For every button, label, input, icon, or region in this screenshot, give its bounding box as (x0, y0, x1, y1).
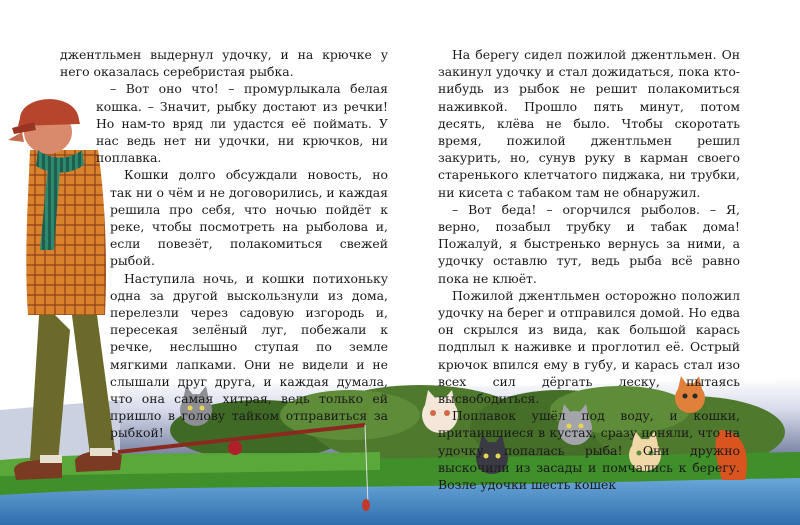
paragraph: – Вот беда! – огорчился рыболов. – Я, верно, позабыл трубку и табак дома! Пожалуй, я быстренько вернусь за ними, а удочку оставлю тут, ведь рыба всё равно пока не клюёт. (438, 201, 740, 286)
paragraph: – Вот оно что! – промурлыкала белая кошка. – Значит, рыбку достают из речки! Но нам-то вряд ли удастся её поймать. У нас ведь нет ни удочки, ни крючков, ни поплавка. (96, 81, 388, 166)
paragraph: Поплавок ушёл под воду, и кошки, притаившиеся в кустах, сразу поняли, что на удочку попалась рыба! Они дружно выскочили из засады и помчались к берегу. Возле удочки шесть кошек (438, 408, 740, 493)
paragraph: Пожилой джентльмен осторожно положил удочку на берег и отправился домой. Но едва он скрылся из вида, как большой карась подплыл к наживке и проглотил её. Острый крючок впился ему в губу, и карась стал изо всех сил дёргать леску, пытаясь высвободиться. (438, 287, 740, 407)
paragraph: Кошки долго обсуждали новость, но так ни о чём и не договорились, и каждая решила про себя, что ночью пойдёт к реке, чтобы посмотреть на рыболова и, если повезёт, полакомиться свежей рыбой. (110, 167, 388, 269)
text-column-left (60, 46, 388, 442)
paragraph: Наступила ночь, и кошки потихоньку одна за другой выскользнули из дома, перелезли через садовую изгородь и, пересекая зелёный луг, побежали к речке, неслышно ступая по земле мягкими лапками. Они не видели и не слышали друг друга, и каждая думала, что она самая хитрая, ведь только ей пришло в голову тайком отправиться за рыбкой! (110, 270, 388, 441)
text-column-right (438, 46, 740, 493)
paragraph: На берегу сидел пожилой джентльмен. Он закинул удочку и стал дожидаться, пока кто-нибудь из рыбок не решит полакомиться наживкой. Прошло пять минут, потом десять, клёва не было. Чтобы скоротать время, пожилой джентльмен решил закурить, но, сунув руку в карман своего старенького клетчатого пиджака, ни трубки, ни кисета с табаком там не обнаружил. (438, 47, 740, 200)
paragraph: джентльмен выдернул удочку, и на крючке у него оказалась серебристая рыбка. (60, 47, 388, 80)
